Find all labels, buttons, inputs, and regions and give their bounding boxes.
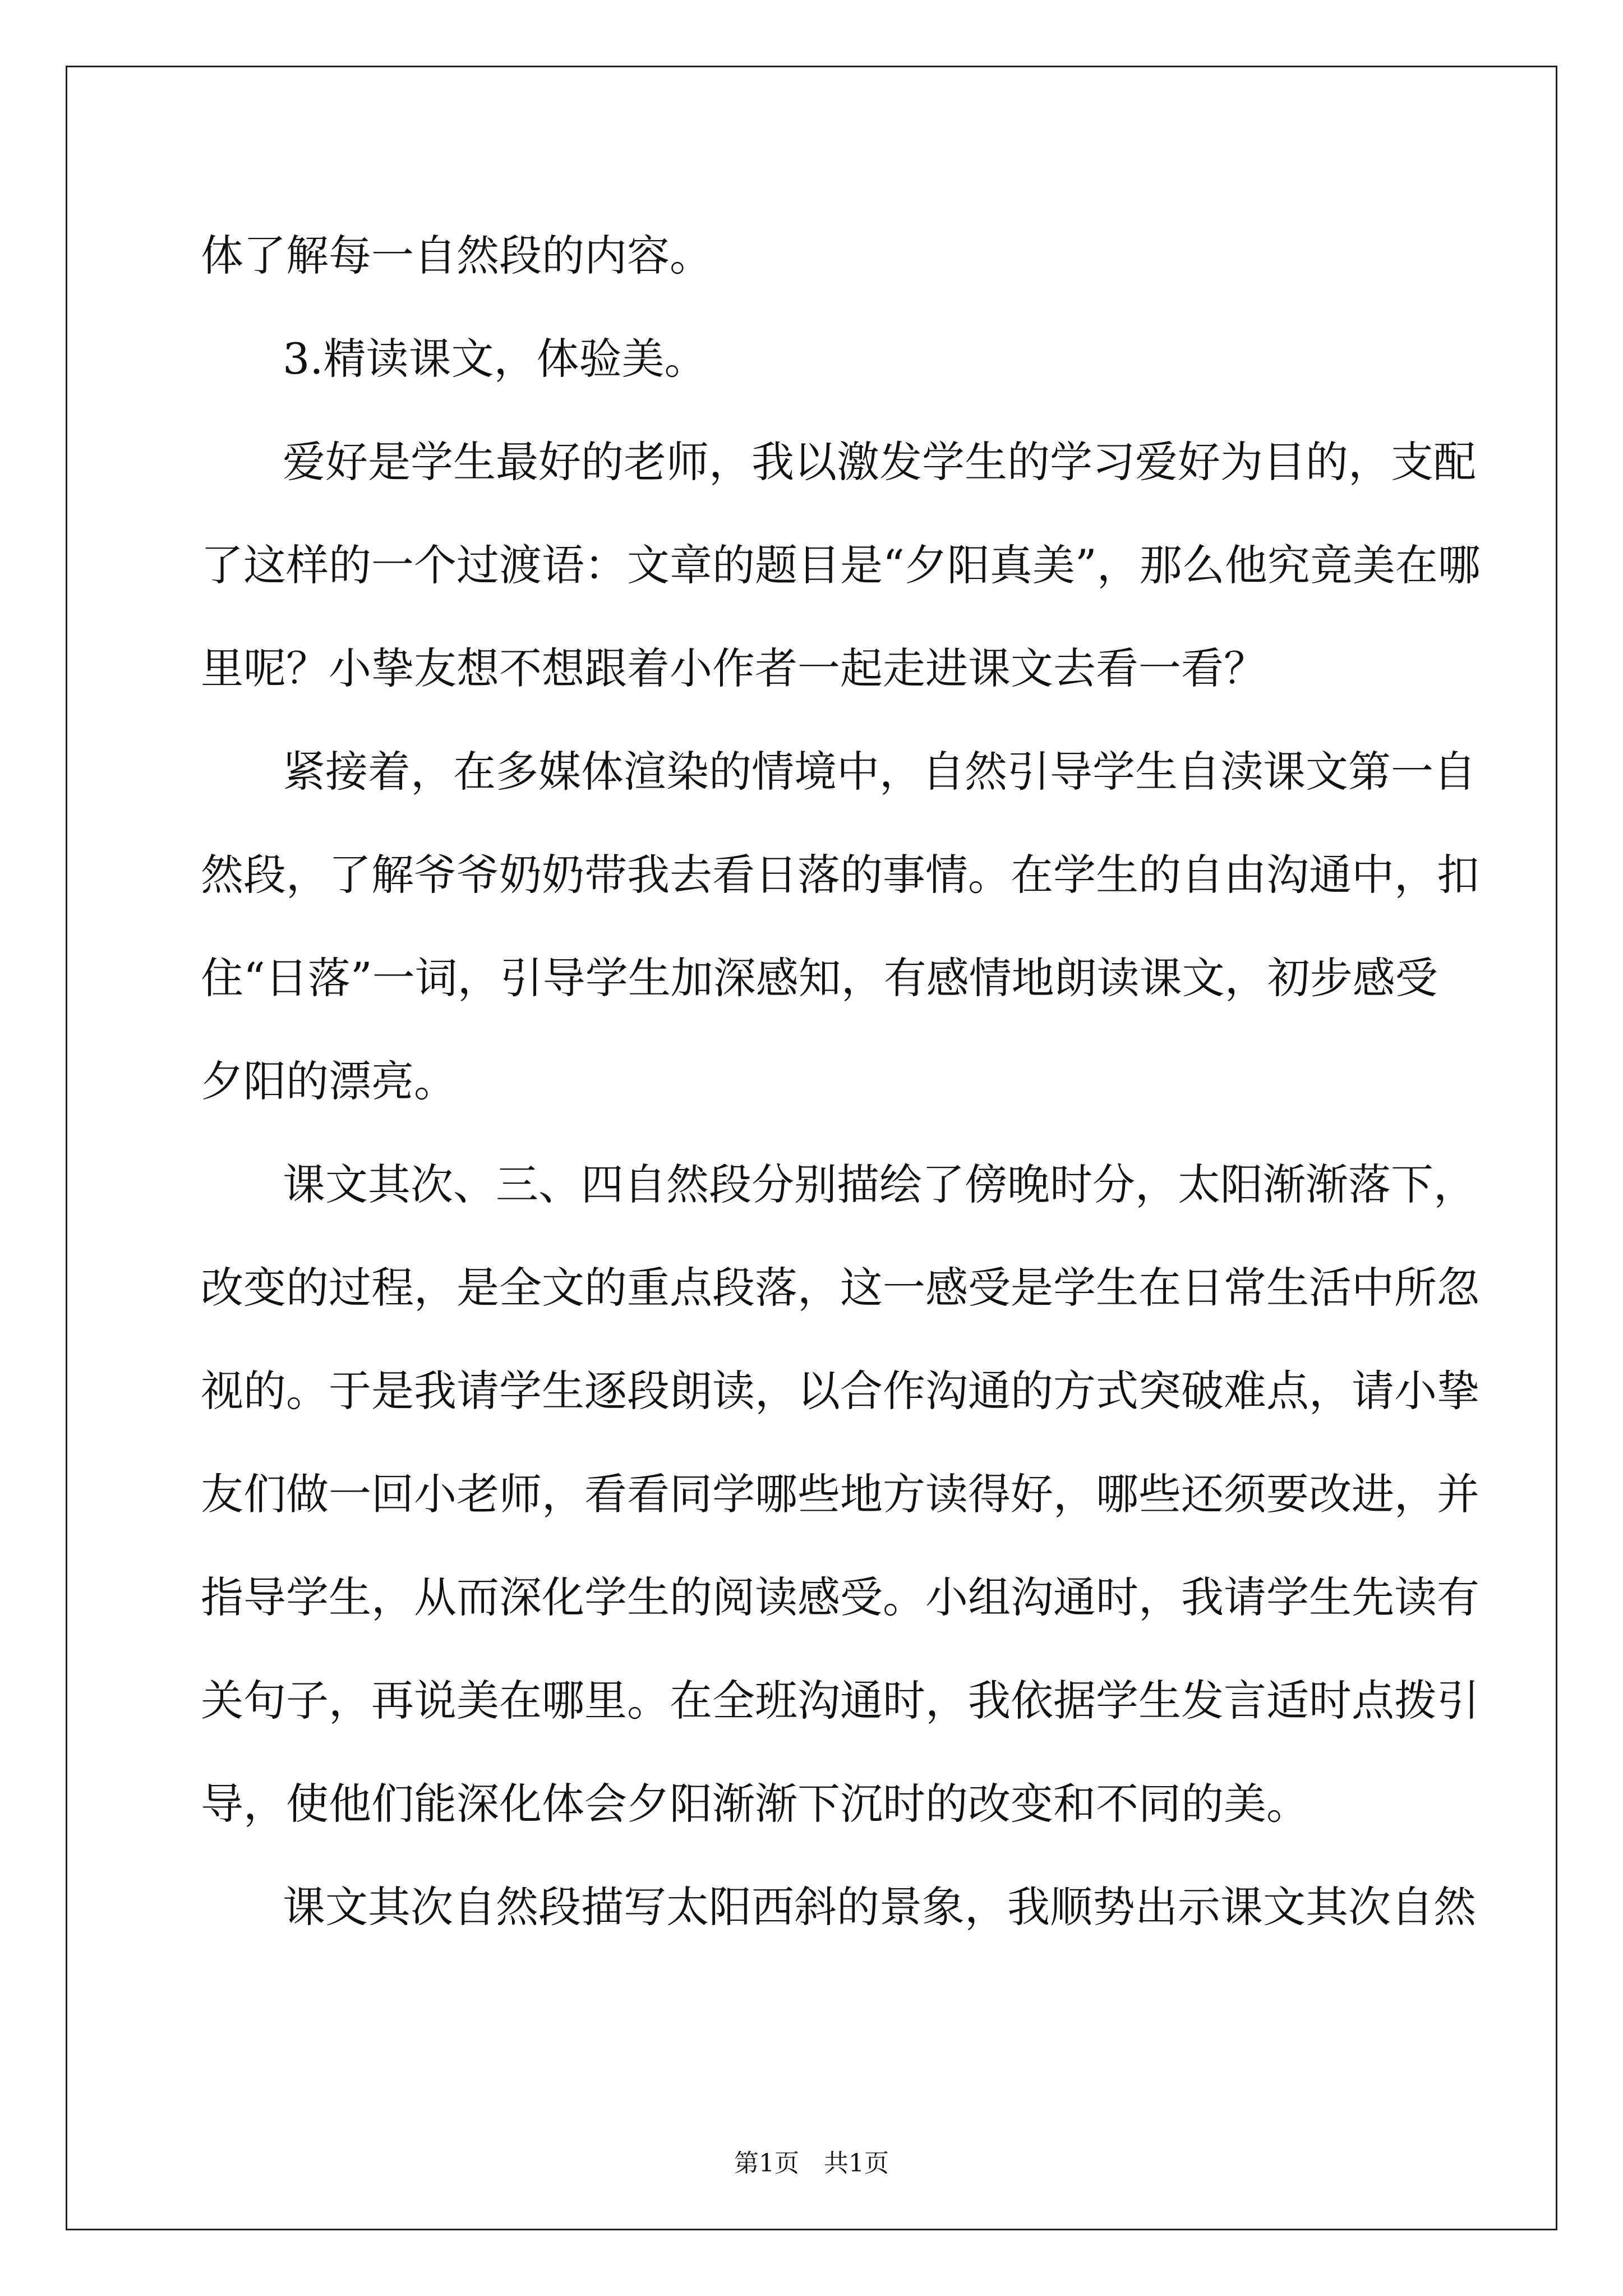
text-line: 住“日落”一词，引导学生加深感知，有感情地朗读课文，初步感受 <box>201 953 1438 1003</box>
text-line: 夕阳的漂亮。 <box>201 1056 457 1106</box>
text-line: 导，使他们能深化体会夕阳渐渐下沉时的改变和不同的美。 <box>201 1779 1309 1829</box>
text-line: 指导学生，从而深化学生的阅读感受。小组沟通时，我请学生先读有 <box>201 1572 1479 1622</box>
text-line: 体了解每一自然段的内容。 <box>201 231 712 280</box>
text-line: 3.精读课文，体验美。 <box>283 334 707 384</box>
text-line: 里呢？小挚友想不想跟着小作者一起走进课文去看一看？ <box>201 643 1266 693</box>
text-line: 了这样的一个过渡语：文章的题目是“夕阳真美”，那么他究竟美在哪 <box>201 540 1481 590</box>
text-line: 友们做一回小老师，看看同学哪些地方读得好，哪些还须要改进，并 <box>201 1469 1479 1519</box>
text-line: 改变的过程，是全文的重点段落，这一感受是学生在日常生活中所忽 <box>201 1263 1479 1313</box>
text-line: 然段，了解爷爷奶奶带我去看日落的事情。在学生的自由沟通中，扣 <box>201 850 1479 900</box>
text-line: 视的。于是我请学生逐段朗读，以合作沟通的方式突破难点，请小挚 <box>201 1366 1479 1416</box>
text-line: 紧接着，在多媒体渲染的情境中，自然引导学生自渎课文第一自 <box>283 747 1476 797</box>
text-line: 关句子，再说美在哪里。在全班沟通时，我依据学生发言适时点拨引 <box>201 1676 1479 1726</box>
page-footer: 第1页 共1页 <box>734 2149 889 2178</box>
text-line: 课文其次自然段描写太阳西斜的景象，我顺势出示课文其次自然 <box>283 1882 1476 1932</box>
text-line: 爱好是学生最好的老师，我以激发学生的学习爱好为目的，支配 <box>283 437 1476 487</box>
text-line: 课文其次、三、四自然段分别描绘了傍晚时分，太阳渐渐落下， <box>283 1159 1476 1209</box>
